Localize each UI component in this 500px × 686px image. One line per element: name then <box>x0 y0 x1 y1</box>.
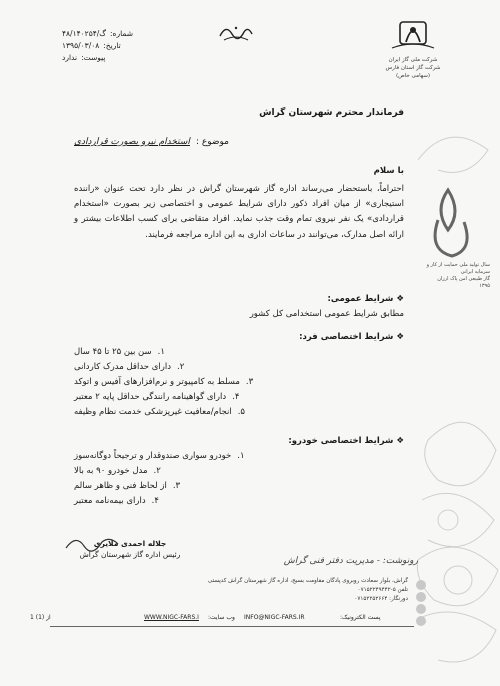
bullet-icon: ❖ <box>393 294 404 304</box>
fax-icon <box>416 604 426 614</box>
contact-icons <box>416 580 430 628</box>
copy-to-handwritten <box>222 548 418 568</box>
list-item <box>74 390 394 405</box>
item-number: ۳. <box>245 377 254 387</box>
item-text: مسلط به کامپیوتر و نرم‌افزارهای آفیس و اتوکد <box>74 377 240 387</box>
sidebar-caption-line-1: سال تولید ملی حمایت از کار و سرمایه ایرانی <box>426 262 490 275</box>
general-title: شرایط عمومی: <box>327 294 394 304</box>
email-icon <box>416 616 426 626</box>
item-text: سن بین ۲۵ تا ۴۵ سال <box>74 347 152 357</box>
logo-line-3: (سهامی خاص) <box>395 73 431 79</box>
address-line-3: دورنگار: ۰۷۱۵۲۲۵۲۶۶۴ <box>354 596 408 602</box>
recipient: فرماندار محترم شهرستان گراش <box>259 108 404 118</box>
list-item <box>74 464 394 479</box>
signer-name: جلاله احمدی ملایری <box>93 539 167 548</box>
footer-divider <box>50 626 414 627</box>
personal-conditions <box>74 330 404 420</box>
list-item <box>74 449 394 464</box>
logo-line-2: شرکت گاز استان فارس <box>385 65 441 71</box>
logo-line-1: شرکت ملی گاز ایران <box>388 57 438 63</box>
date-label: تاریخ: <box>103 41 121 50</box>
item-number: ۳. <box>172 481 181 491</box>
item-text: از لحاظ فنی و ظاهر سالم <box>74 481 167 491</box>
website-label: وب سایت: <box>208 614 235 621</box>
sidebar-caption-line-2: گاز طبیعی امن پاک ارزان <box>437 276 490 282</box>
letter-meta <box>62 28 182 64</box>
item-text: دارای بیمه‌نامه معتبر <box>74 496 146 506</box>
item-text: خودرو سواری صندوقدار و ترجیحاً دوگانه‌سوز <box>74 451 232 461</box>
item-text: دارای حداقل مدرک کاردانی <box>74 362 172 372</box>
item-number: ۴. <box>232 392 240 402</box>
number-label: شماره: <box>110 29 133 38</box>
address-line-2: تلفن ۵-۰۷۱۵۲۲۴۹۴۴۲ <box>357 587 408 593</box>
item-number: ۴. <box>151 496 159 506</box>
subject-value: استخدام نیرو بصورت قراردادی <box>74 137 190 147</box>
letter-number: گ/۴۸/۱۴۰۲۵۴ <box>62 29 107 38</box>
personal-title: شرایط اختصاصی فرد: <box>299 332 394 342</box>
list-item <box>74 375 394 390</box>
attachment-label: پیوست: <box>81 53 106 62</box>
attachment-value: ندارد <box>62 53 78 62</box>
list-item <box>74 479 394 494</box>
bullet-icon: ❖ <box>393 332 404 342</box>
list-item <box>74 405 394 420</box>
list-item <box>74 360 394 375</box>
website-value: WWW.NIGC-FARS.I <box>144 614 199 621</box>
email-value: INFO@NIGC-FARS.IR <box>244 614 305 621</box>
copy-to-text: رونوشت: - مدیریت دفتر فنی گراش <box>283 556 418 566</box>
letter-date: ۱۳۹۵/۰۳/۰۸ <box>62 41 100 50</box>
logo-caption <box>376 56 450 80</box>
bullet-icon: ❖ <box>393 436 404 446</box>
greeting: با سلام <box>373 166 404 176</box>
list-item <box>74 345 394 360</box>
item-text: مدل خودرو ۹۰ به بالا <box>74 466 148 476</box>
list-item <box>74 494 394 509</box>
signature-scribble <box>62 532 122 554</box>
location-icon <box>416 580 426 590</box>
signature-block <box>60 538 200 560</box>
item-number: ۱. <box>237 451 245 461</box>
body-paragraph: احتراماً، باستحضار می‌رساند اداره گاز شهرستان گراش در نظر دارد تحت عنوان «راننده استیجاری» از میان افراد ذکور دارای شرایط عمومی و اختصاصی زیر بصورت «استخدام قراردادی» یک نفر نیروی تمام وقت جذب نماید. افراد متقاضی برای کسب اطلاعات بیشتر و ارائه اصل مدارک، می‌توانند در ساعات اداری به این اداره مراجعه فرمایند. <box>74 184 404 240</box>
item-number: ۲. <box>177 362 185 372</box>
phone-icon <box>416 592 426 602</box>
subject-line <box>74 137 404 147</box>
vehicle-conditions <box>74 434 404 509</box>
item-number: ۱. <box>157 347 165 357</box>
general-text: مطابق شرایط عمومی استخدامی کل کشور <box>249 309 404 319</box>
item-number: ۲. <box>153 466 161 476</box>
subject-label: موضوع : <box>195 137 229 147</box>
address-line-1: گراش، بلوار سعادت روبروی پادگان مقاومت بسیج، اداره گاز شهرستان گراش کدپستی <box>207 578 408 584</box>
general-conditions <box>74 292 404 322</box>
bismillah-emblem <box>216 20 256 44</box>
sidebar-caption-line-3: ۱۳۹۵ <box>479 283 490 289</box>
office-address <box>150 577 408 604</box>
signer-title: رئیس اداره گاز شهرستان گراش <box>79 550 181 559</box>
page-number: 1 از (1) <box>30 614 51 621</box>
sidebar-caption <box>410 262 490 290</box>
item-number: ۵. <box>237 407 245 417</box>
email-label: پست الکترونیک: <box>340 614 381 621</box>
vehicle-title: شرایط اختصاصی خودرو: <box>288 436 394 446</box>
item-text: دارای گواهینامه رانندگی حداقل پایه ۲ معتبر <box>74 392 227 402</box>
item-text: انجام/معافیت غیرپزشکی خدمت نظام وظیفه <box>74 407 232 417</box>
